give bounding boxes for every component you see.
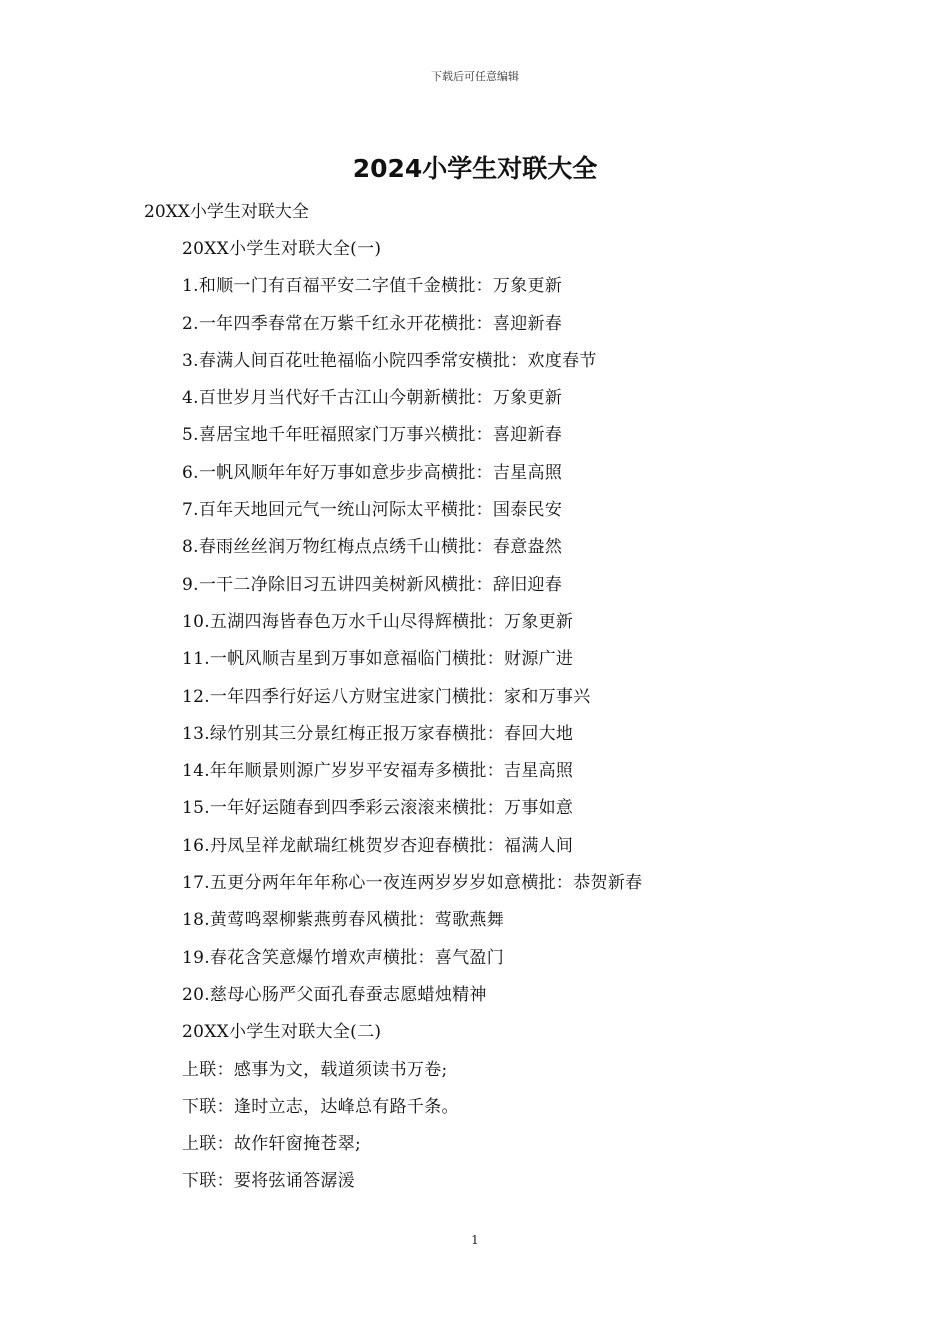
body-line: 5.喜居宝地千年旺福照家门万事兴横批：喜迎新春	[182, 425, 563, 446]
body-line: 上联：感事为文，载道须读书万卷;	[182, 1059, 448, 1080]
body-line: 20XX小学生对联大全(二)	[182, 1022, 382, 1043]
body-line: 上联：故作轩窗掩苍翠;	[182, 1134, 362, 1155]
document-subtitle: 20XX小学生对联大全	[144, 202, 309, 222]
body-line: 18.黄莺鸣翠柳紫燕剪春风横批：莺歌燕舞	[182, 910, 505, 931]
body-line: 12.一年四季行好运八方财宝进家门横批：家和万事兴	[182, 686, 591, 707]
body-line: 3.春满人间百花吐艳福临小院四季常安横批：欢度春节	[182, 350, 597, 371]
body-line: 13.绿竹别其三分景红梅正报万家春横批：春回大地	[182, 723, 574, 744]
couplet-list	[182, 235, 882, 1205]
body-line: 16.丹凤呈祥龙献瑞红桃贺岁杏迎春横批：福满人间	[182, 835, 574, 856]
body-line: 11.一帆风顺吉星到万事如意福临门横批：财源广进	[182, 649, 574, 670]
document-title: 2024小学生对联大全	[352, 154, 598, 183]
body-line: 14.年年顺景则源广岁岁平安福寿多横批：吉星高照	[182, 761, 574, 782]
body-line: 1.和顺一门有百福平安二字值千金横批：万象更新	[182, 276, 563, 297]
body-line: 7.百年天地回元气一统山河际太平横批：国泰民安	[182, 500, 563, 521]
body-line: 19.春花含笑意爆竹增欢声横批：喜气盈门	[182, 947, 505, 968]
body-line: 9.一干二净除旧习五讲四美树新风横批：辞旧迎春	[182, 574, 563, 595]
body-line: 10.五湖四海皆春色万水千山尽得辉横批：万象更新	[182, 611, 574, 632]
body-line: 2.一年四季春常在万紫千红永开花横批：喜迎新春	[182, 313, 563, 334]
page-number: 1	[471, 1233, 479, 1247]
page-header-note: 下载后可任意编辑	[431, 70, 519, 83]
body-line: 17.五更分两年年年称心一夜连两岁岁岁如意横批：恭贺新春	[182, 873, 643, 894]
body-line: 下联：要将弦诵答潺湲	[182, 1171, 355, 1192]
body-line: 6.一帆风顺年年好万事如意步步高横批：吉星高照	[182, 462, 563, 483]
body-line: 20XX小学生对联大全(一)	[182, 239, 382, 259]
body-line: 15.一年好运随春到四季彩云滚滚来横批：万事如意	[182, 798, 574, 819]
body-line: 下联：逢时立志，达峰总有路千条。	[182, 1096, 459, 1117]
body-line: 4.百世岁月当代好千古江山今朝新横批：万象更新	[182, 388, 563, 409]
body-line: 20.慈母心肠严父面孔春蚕志愿蜡烛精神	[182, 984, 487, 1005]
body-line: 8.春雨丝丝润万物红梅点点绣千山横批：春意盎然	[182, 537, 563, 558]
